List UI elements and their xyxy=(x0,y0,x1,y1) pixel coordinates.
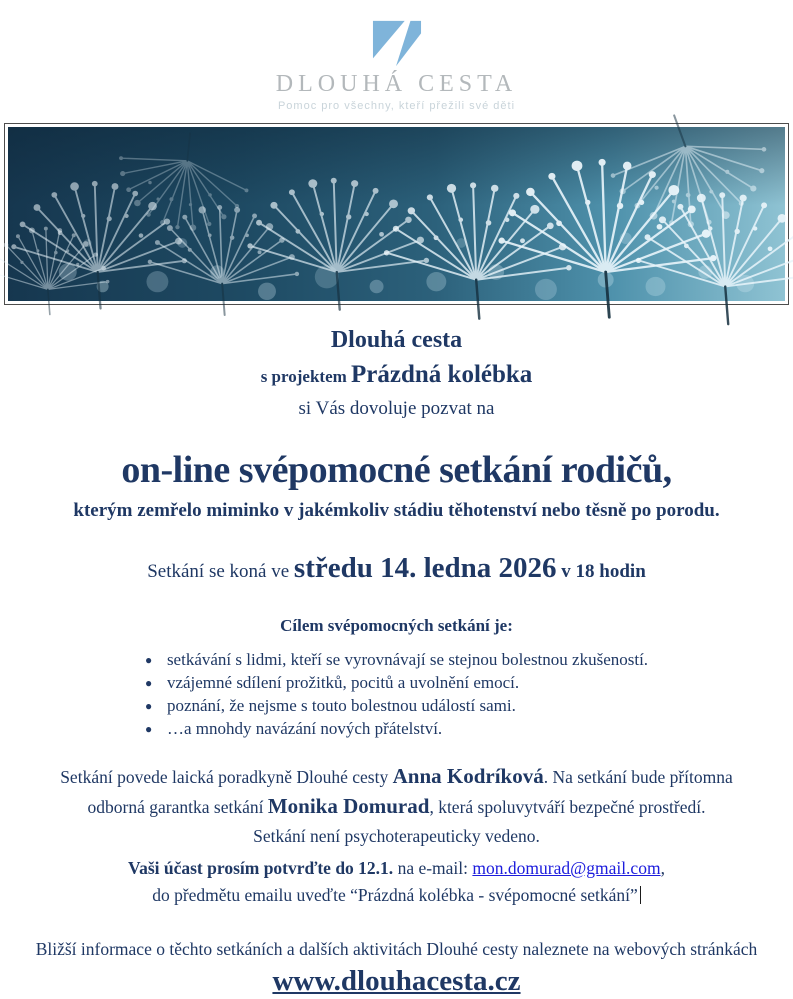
bullet-icon: ● xyxy=(144,699,153,713)
goals-heading: Cílem svépomocných setkání je: xyxy=(280,616,513,635)
footer-website xyxy=(0,961,793,999)
list-item xyxy=(145,718,648,740)
banner-photo-frame xyxy=(4,123,789,305)
facilitator-text: Setkání povede laická poradkyně Dlouhé cesty xyxy=(60,767,393,787)
rsvp-comma: , xyxy=(660,858,665,878)
logo-wordmark: DLOUHÁ CESTA xyxy=(275,71,518,97)
dandelion-banner-image xyxy=(8,127,785,301)
list-item xyxy=(145,649,648,671)
email-link[interactable]: mon.domurad@gmail.com xyxy=(472,858,661,878)
project-line xyxy=(0,359,793,394)
event-date: středu 14. ledna 2026 xyxy=(293,552,557,584)
goal-text: vzájemné sdílení prožitků, pocitů a uvolnění emocí. xyxy=(166,673,520,692)
event-time: v 18 hodin xyxy=(556,561,646,582)
facilitator-text: , která spoluvytváří bezpečné prostředí. xyxy=(429,797,706,817)
facilitator-text: . Na setkání bude přítomna xyxy=(543,767,733,787)
facilitator-text: odborná garantka setkání xyxy=(87,797,268,817)
facilitator-line-1 xyxy=(0,762,793,792)
bullet-icon: ● xyxy=(144,676,153,690)
rsvp-text: na e-mail: xyxy=(393,858,473,878)
logo-tagline: Pomoc pro všechny, kteří přežili své děti xyxy=(277,100,516,112)
bullet-icon: ● xyxy=(144,653,153,667)
schedule-line xyxy=(0,548,793,593)
rsvp-line-1 xyxy=(0,855,793,882)
facilitators-paragraph xyxy=(0,762,793,851)
footer-info: Bližší informace o těchto setkáních a dalších aktivitách Dlouhé cesty naleznete na webových stránkách xyxy=(35,939,758,959)
goals-list xyxy=(145,649,648,740)
logo-block xyxy=(0,0,793,112)
dlouha-cesta-logo-icon xyxy=(365,18,429,68)
goal-text: poznání, že nejsme s touto bolestnou událostí sami. xyxy=(166,696,516,715)
event-title: on-line svépomocné setkání rodičů, xyxy=(121,449,672,491)
invitation-line: si Vás dovoluje pozvat na xyxy=(298,398,495,419)
facilitator-line-3: Setkání není psychoterapeuticky vedeno. xyxy=(253,826,540,846)
text-cursor xyxy=(640,886,641,904)
list-item xyxy=(145,672,648,694)
facilitator-name: Anna Kodríková xyxy=(392,764,544,788)
guarantor-name: Monika Domurad xyxy=(267,794,430,818)
rsvp-line-2 xyxy=(0,882,793,909)
event-subtitle: kterým zemřelo miminko v jakémkoliv stádiu těhotenství nebo těsně po porodu. xyxy=(73,500,720,521)
rsvp-block xyxy=(0,855,793,909)
intro-block xyxy=(0,325,793,422)
facilitator-line-2 xyxy=(0,792,793,822)
list-item xyxy=(145,695,648,717)
rsvp-subject-instruction: do předmětu emailu uveďte “Prázdná kolébka - svépomocné setkání” xyxy=(152,885,638,905)
project-name: Prázdná kolébka xyxy=(351,361,533,388)
schedule-prefix: Setkání se koná ve xyxy=(147,561,294,582)
project-prefix: s projektem xyxy=(260,367,352,386)
rsvp-deadline: Vaši účast prosím potvrďte do 12.1. xyxy=(128,858,394,878)
goal-text: …a mnohdy navázání nových přátelství. xyxy=(166,719,443,738)
bullet-icon: ● xyxy=(144,722,153,736)
organization-name: Dlouhá cesta xyxy=(330,327,463,353)
website-link[interactable]: www.dlouhacesta.cz xyxy=(272,965,521,997)
goal-text: setkávání s lidmi, kteří se vyrovnávají se stejnou bolestnou zkušeností. xyxy=(166,650,649,669)
